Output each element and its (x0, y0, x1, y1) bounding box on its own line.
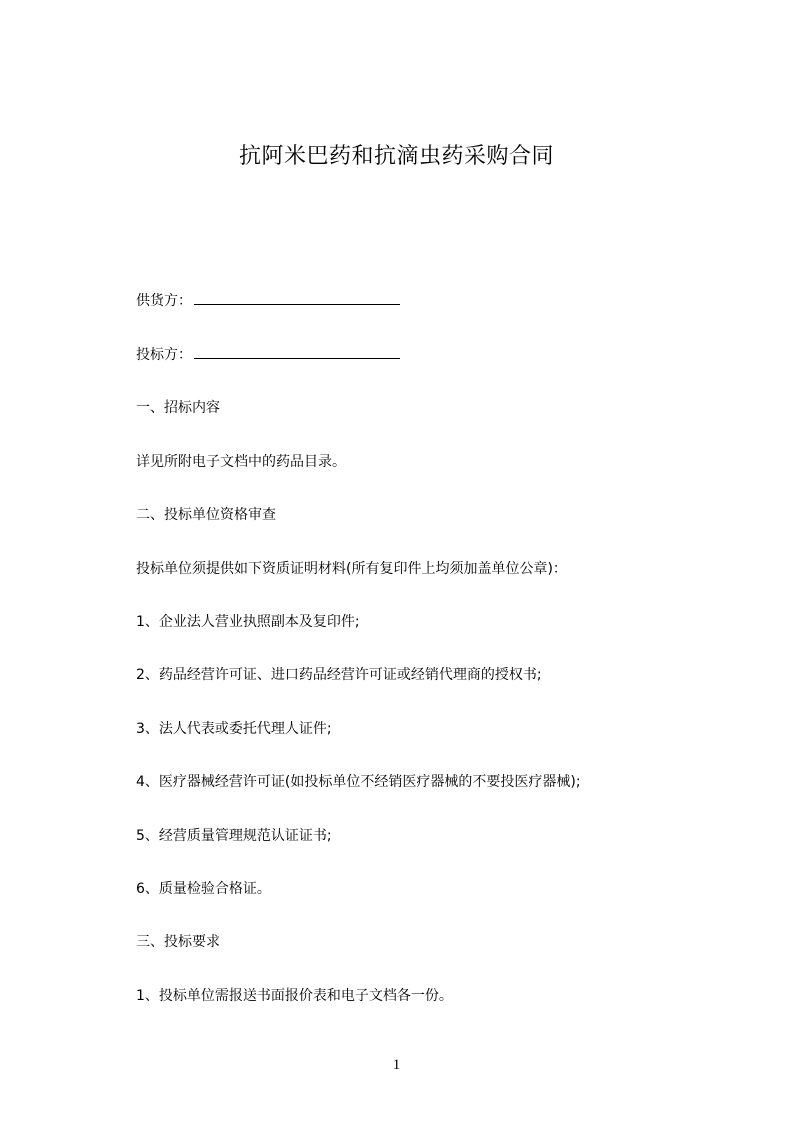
section-2-item: 1、企业法人营业执照副本及复印件; (136, 614, 360, 630)
page-number: 1 (392, 1057, 401, 1073)
bidder-line (136, 344, 400, 365)
contract-title: 抗阿米巴药和抗滴虫药采购合同 (238, 144, 554, 169)
section-2-item: 5、经营质量管理规范认证证书; (136, 828, 332, 844)
section-2-item: 6、质量检验合格证。 (136, 881, 271, 897)
supplier-line (136, 290, 400, 311)
bidder-blank (194, 344, 400, 359)
section-2-item: 3、法人代表或委托代理人证件; (136, 721, 332, 737)
section-3-heading: 三、投标要求 (136, 934, 220, 950)
supplier-label: 供货方： (136, 293, 192, 309)
section-3-item: 1、投标单位需报送书面报价表和电子文档各一份。 (136, 988, 453, 1004)
section-2-heading: 二、投标单位资格审查 (136, 507, 276, 523)
supplier-blank (194, 290, 400, 305)
bidder-label: 投标方： (136, 347, 192, 363)
section-2-item: 2、药品经营许可证、进口药品经营许可证或经销代理商的授权书; (136, 667, 542, 683)
section-2-intro: 投标单位须提供如下资质证明材料(所有复印件上均须加盖单位公章)： (136, 561, 567, 577)
section-1-text: 详见所附电子文档中的药品目录。 (136, 454, 346, 470)
section-2-item: 4、医疗器械经营许可证(如投标单位不经销医疗器械的不要投医疗器械); (136, 774, 581, 790)
section-1-heading: 一、招标内容 (136, 400, 220, 416)
